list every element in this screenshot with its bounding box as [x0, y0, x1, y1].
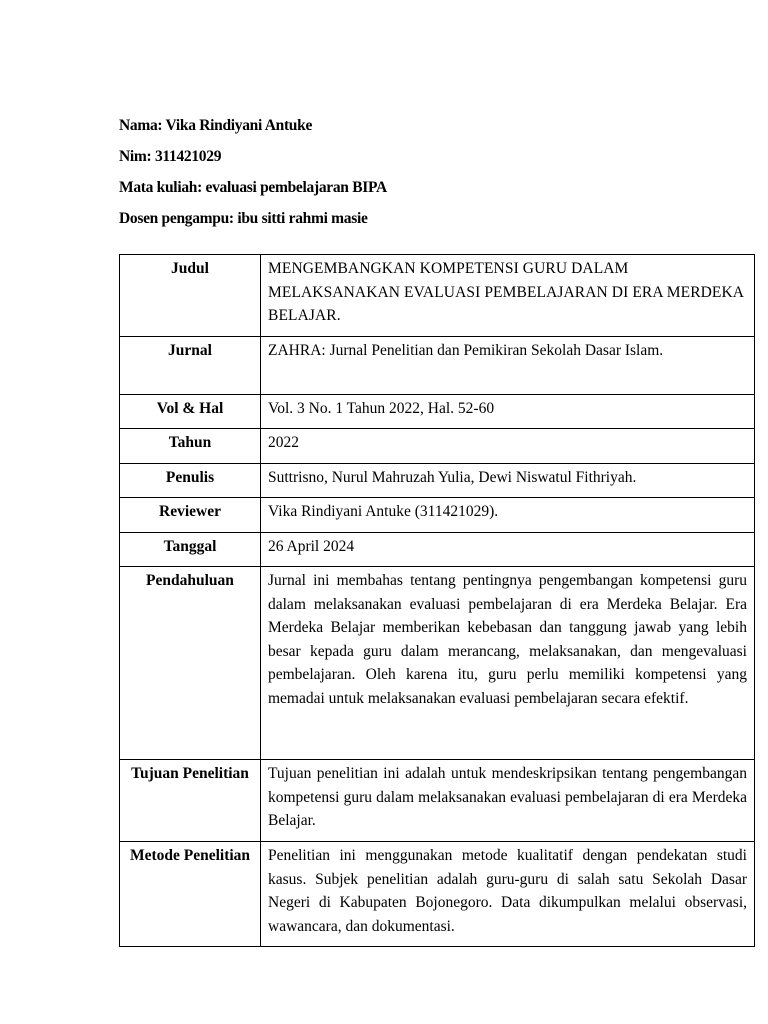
row-label-jurnal: Jurnal	[120, 336, 261, 394]
row-value-metode-penelitian: Penelitian ini menggunakan metode kualitatif dengan pendekatan studi kasus. Subjek penelitian adalah guru-guru di salah satu Sekolah Dasar Negeri di Kabupaten Bojonegoro. Data dikumpulkan melalui observasi, wawancara, dan dokumentasi.	[261, 842, 755, 947]
row-value-pendahuluan: Jurnal ini membahas tentang pentingnya pengembangan kompetensi guru dalam melaksanakan evaluasi pembelajaran di era Merdeka Belajar. Era Merdeka Belajar memberikan kebebasan dan tanggung jawab yang lebih besar kepada guru dalam merancang, melaksanakan, dan mengevaluasi pembelajaran. Oleh karena itu, guru perlu memiliki kompetensi yang memadai untuk melaksanakan evaluasi pembelajaran secara efektif.	[261, 567, 755, 760]
table-row-vol-hal	[120, 394, 755, 429]
table-row-reviewer	[120, 498, 755, 533]
student-name: Nama: Vika Rindiyani Antuke	[119, 117, 313, 134]
row-label-metode-penelitian: Metode Penelitian	[120, 842, 261, 947]
table-row-tanggal	[120, 532, 755, 567]
row-value-judul: MENGEMBANGKAN KOMPETENSI GURU DALAM MELAKSANAKAN EVALUASI PEMBELAJARAN DI ERA MERDEKA BELAJAR.	[261, 255, 755, 337]
row-label-tanggal: Tanggal	[120, 532, 261, 567]
row-label-penulis: Penulis	[120, 463, 261, 498]
row-label-tahun: Tahun	[120, 429, 261, 464]
table-row-metode-penelitian	[120, 842, 755, 947]
row-label-reviewer: Reviewer	[120, 498, 261, 533]
row-label-tujuan-penelitian: Tujuan Penelitian	[120, 760, 261, 842]
journal-review-table	[119, 254, 755, 947]
row-value-vol-hal: Vol. 3 No. 1 Tahun 2022, Hal. 52-60	[261, 394, 755, 429]
row-label-pendahuluan: Pendahuluan	[120, 567, 261, 760]
table-row-tujuan-penelitian	[120, 760, 755, 842]
table-row-pendahuluan	[120, 567, 755, 760]
row-label-judul: Judul	[120, 255, 261, 337]
row-label-vol-hal: Vol & Hal	[120, 394, 261, 429]
student-nim: Nim: 311421029	[119, 148, 222, 165]
table-row-penulis	[120, 463, 755, 498]
table-row-jurnal	[120, 336, 755, 394]
row-value-tanggal: 26 April 2024	[261, 532, 755, 567]
student-info	[119, 113, 679, 237]
row-value-penulis: Suttrisno, Nurul Mahruzah Yulia, Dewi Niswatul Fithriyah.	[261, 463, 755, 498]
row-value-tahun: 2022	[261, 429, 755, 464]
table-row-judul	[120, 255, 755, 337]
row-value-tujuan-penelitian: Tujuan penelitian ini adalah untuk mendeskripsikan tentang pengembangan kompetensi guru dalam melaksanakan evaluasi pembelajaran di era Merdeka Belajar.	[261, 760, 755, 842]
row-value-jurnal: ZAHRA: Jurnal Penelitian dan Pemikiran Sekolah Dasar Islam.	[261, 336, 755, 394]
row-value-reviewer: Vika Rindiyani Antuke (311421029).	[261, 498, 755, 533]
course-name: Mata kuliah: evaluasi pembelajaran BIPA	[119, 179, 387, 196]
lecturer-name: Dosen pengampu: ibu sitti rahmi masie	[119, 210, 368, 227]
table-row-tahun	[120, 429, 755, 464]
